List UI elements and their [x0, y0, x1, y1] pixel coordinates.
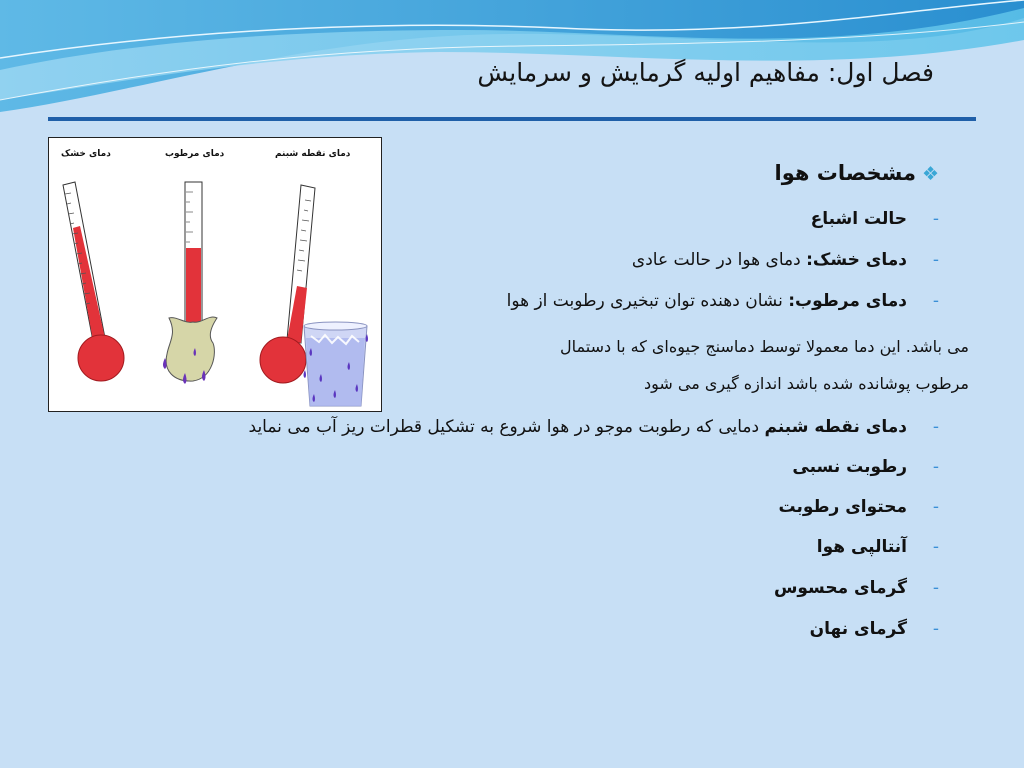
list-item: -حالت اشباع: [810, 209, 939, 229]
diamond-bullet-icon: ❖: [921, 163, 939, 185]
list-item: -آنتالپی هوا: [816, 537, 939, 557]
dry-bulb-thermometer: [63, 182, 124, 381]
title-divider: [48, 117, 976, 121]
list-item: -رطوبت نسبی: [792, 457, 939, 477]
dash-bullet-icon: -: [932, 417, 939, 437]
dash-bullet-icon: -: [932, 291, 939, 311]
thermometers-figure: [48, 137, 382, 412]
dash-bullet-icon: -: [932, 578, 939, 598]
list-item: -دمای نقطه شبنم دمایی که رطوبت موجو در هوا شروع به تشکیل قطرات ریز آب می نماید: [248, 417, 939, 437]
dash-bullet-icon: -: [932, 497, 939, 517]
list-item: -دمای خشک: دمای هوا در حالت عادی: [631, 250, 939, 270]
dash-bullet-icon: -: [932, 250, 939, 270]
continuation-line: می باشد. این دما معمولا توسط دماسنج جیوه‌ای که با دستمال: [560, 337, 969, 356]
continuation-line: مرطوب پوشانده شده باشد اندازه گیری می شود: [644, 374, 969, 393]
dash-bullet-icon: -: [932, 457, 939, 477]
section-heading-text: مشخصات هوا: [774, 161, 916, 185]
list-item: -محتوای رطوبت: [778, 497, 939, 517]
wet-bulb-thermometer: [163, 182, 217, 384]
label-dry-bulb: دمای خشک: [61, 149, 111, 159]
section-heading: [775, 161, 939, 185]
label-wet-bulb: دمای مرطوب: [165, 149, 225, 159]
list-item: -دمای مرطوب: نشان دهنده توان تبخیری رطوبت از هوا: [506, 291, 939, 311]
dash-bullet-icon: -: [932, 537, 939, 557]
dash-bullet-icon: -: [932, 619, 939, 639]
list-item: -گرمای نهان: [809, 619, 939, 639]
label-dew-point: دمای نقطه شبنم: [275, 149, 351, 159]
thermometers-illustration: [49, 138, 383, 413]
slide-title: فصل اول: مفاهیم اولیه گرمایش و سرمایش: [477, 58, 934, 87]
list-item: -گرمای محسوس: [773, 578, 939, 598]
ice-water-glass: [304, 322, 369, 406]
dash-bullet-icon: -: [932, 209, 939, 229]
